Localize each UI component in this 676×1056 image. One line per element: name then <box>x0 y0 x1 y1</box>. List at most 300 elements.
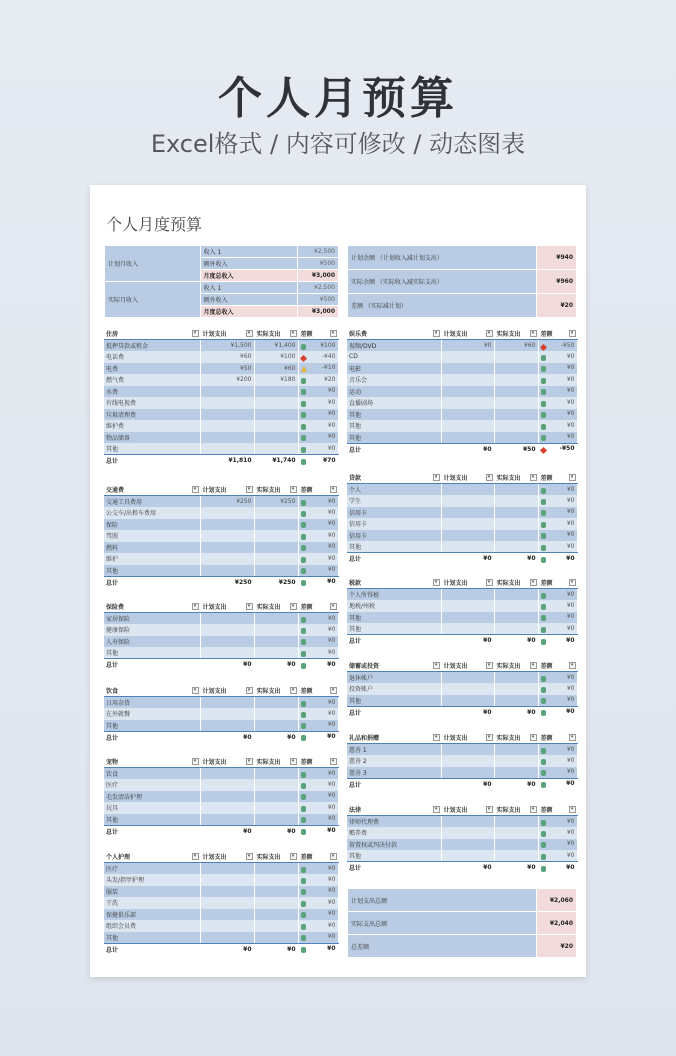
planned-cell[interactable] <box>441 397 494 409</box>
expense-item-label[interactable]: 信用卡 <box>347 518 441 530</box>
balance-label: 差额 （实际减计划） <box>348 294 537 318</box>
filter-dropdown-icon[interactable]: ▾ <box>433 579 440 586</box>
actual-cell[interactable] <box>494 695 538 707</box>
planned-cell[interactable] <box>200 920 254 932</box>
status-indicator-icon <box>541 831 546 837</box>
actual-cell[interactable] <box>494 351 538 363</box>
expense-item-label[interactable]: 慈善 1 <box>347 744 441 756</box>
status-indicator-icon <box>541 510 546 516</box>
planned-cell[interactable] <box>441 623 494 635</box>
diff-cell: ¥0 <box>298 647 338 659</box>
expense-item-label[interactable]: 学生 <box>347 495 441 507</box>
planned-cell[interactable] <box>200 802 254 814</box>
filter-dropdown-icon[interactable]: ▾ <box>569 579 576 586</box>
filter-dropdown-icon[interactable]: ▾ <box>433 806 440 813</box>
actual-cell[interactable] <box>254 863 298 875</box>
filter-dropdown-icon[interactable]: ▾ <box>246 758 253 765</box>
actual-cell[interactable] <box>494 744 538 756</box>
planned-cell[interactable] <box>441 530 494 542</box>
expense-item-label[interactable]: 驾照 <box>104 530 200 542</box>
planned-cell[interactable]: ¥0 <box>441 340 494 352</box>
planned-cell[interactable] <box>200 779 254 791</box>
expense-table <box>104 328 339 466</box>
actual-cell[interactable] <box>254 909 298 921</box>
filter-dropdown-icon[interactable]: ▾ <box>486 734 493 741</box>
expense-item-label[interactable]: 医疗 <box>104 779 200 791</box>
filter-dropdown-icon[interactable]: ▾ <box>192 687 199 694</box>
expense-item-label[interactable]: 其他 <box>347 623 441 635</box>
actual-cell[interactable] <box>494 612 538 624</box>
actual-cell[interactable]: ¥60 <box>254 363 298 375</box>
status-indicator-icon <box>541 627 546 633</box>
actual-cell[interactable] <box>254 647 298 659</box>
diff-cell: ¥0 <box>298 553 338 565</box>
planned-cell[interactable]: ¥60 <box>200 351 254 363</box>
planned-header: 计划支出 ▾ <box>441 472 494 484</box>
expense-item-label[interactable]: 直播剧场 <box>347 397 441 409</box>
table-row <box>347 420 577 432</box>
planned-cell[interactable] <box>200 443 254 455</box>
planned-cell[interactable] <box>441 600 494 612</box>
planned-cell[interactable] <box>200 624 254 636</box>
table-row <box>347 744 577 756</box>
planned-cell[interactable] <box>200 909 254 921</box>
diff-cell: ¥0 <box>538 839 577 851</box>
actual-cell[interactable] <box>494 623 538 635</box>
table-row <box>104 708 338 720</box>
expense-item-label[interactable]: 个人 <box>347 484 441 496</box>
total-row <box>104 943 338 955</box>
filter-dropdown-icon[interactable]: ▾ <box>330 486 337 493</box>
planned-cell[interactable] <box>441 432 494 444</box>
actual-cell[interactable] <box>254 814 298 826</box>
planned-cell[interactable] <box>441 683 494 695</box>
planned-cell[interactable] <box>200 507 254 519</box>
expense-item-label[interactable]: 慈善 3 <box>347 767 441 779</box>
actual-cell[interactable] <box>254 636 298 648</box>
actual-cell[interactable] <box>254 779 298 791</box>
expense-item-label[interactable]: 保险 <box>104 519 200 531</box>
filter-dropdown-icon[interactable]: ▾ <box>192 330 199 337</box>
actual-cell[interactable] <box>254 432 298 444</box>
total-row <box>104 455 338 467</box>
actual-cell[interactable] <box>494 420 538 432</box>
actual-cell[interactable] <box>254 519 298 531</box>
expense-item-label[interactable]: 其他 <box>104 565 200 577</box>
expense-item-label[interactable]: 家居保险 <box>104 613 200 625</box>
filter-dropdown-icon[interactable]: ▾ <box>569 806 576 813</box>
expense-item-label[interactable]: 日用杂货 <box>104 697 200 709</box>
expense-item-label[interactable]: 其他 <box>104 814 200 826</box>
filter-dropdown-icon[interactable]: ▾ <box>569 474 576 481</box>
planned-cell[interactable] <box>200 720 254 732</box>
filter-dropdown-icon[interactable]: ▾ <box>486 330 493 337</box>
planned-cell[interactable] <box>200 613 254 625</box>
actual-cell[interactable] <box>494 589 538 601</box>
planned-cell[interactable] <box>200 814 254 826</box>
actual-cell[interactable] <box>254 386 298 398</box>
actual-cell[interactable] <box>254 553 298 565</box>
balance-value: ¥940 <box>537 246 577 270</box>
filter-dropdown-icon[interactable]: ▾ <box>569 734 576 741</box>
table-row <box>347 600 577 612</box>
filter-dropdown-icon[interactable]: ▾ <box>192 853 199 860</box>
planned-cell[interactable] <box>441 589 494 601</box>
planned-cell[interactable] <box>441 420 494 432</box>
filter-dropdown-icon[interactable]: ▾ <box>486 662 493 669</box>
total-row <box>104 576 338 588</box>
filter-dropdown-icon[interactable]: ▾ <box>330 687 337 694</box>
filter-dropdown-icon[interactable]: ▾ <box>530 330 537 337</box>
actual-cell[interactable] <box>254 507 298 519</box>
diff-cell: ¥0 <box>538 363 577 375</box>
actual-cell[interactable] <box>494 850 538 862</box>
expense-item-label[interactable]: 电话费 <box>104 351 200 363</box>
balance-label: 实际余额 （实际收入减实际支出） <box>348 270 537 294</box>
expense-item-label[interactable]: 物品储备 <box>104 432 200 444</box>
actual-cell[interactable]: ¥60 <box>494 340 538 352</box>
actual-cell[interactable] <box>494 541 538 553</box>
actual-cell[interactable] <box>494 363 538 375</box>
expense-item-label[interactable]: 音乐会 <box>347 374 441 386</box>
status-indicator-icon <box>301 412 306 418</box>
expense-item-label[interactable]: 电费 <box>104 363 200 375</box>
planned-cell[interactable] <box>200 432 254 444</box>
expense-item-label[interactable]: 其他 <box>104 720 200 732</box>
expense-item-label[interactable]: 公交车/出租车费用 <box>104 507 200 519</box>
actual-cell[interactable] <box>494 767 538 779</box>
expense-item-label[interactable]: 其他 <box>104 932 200 944</box>
expense-item-label[interactable]: 慈善 2 <box>347 755 441 767</box>
planned-cell[interactable] <box>441 850 494 862</box>
expense-item-label[interactable]: 信用卡 <box>347 530 441 542</box>
expense-item-label[interactable]: 组织会员费 <box>104 920 200 932</box>
expense-item-label[interactable]: 留置权或判决付款 <box>347 839 441 851</box>
expense-item-label[interactable]: 视频/DVD <box>347 340 441 352</box>
actual-cell[interactable] <box>494 518 538 530</box>
filter-dropdown-icon[interactable]: ▾ <box>246 486 253 493</box>
expense-item-label[interactable]: 有线电视费 <box>104 397 200 409</box>
planned-cell[interactable] <box>200 697 254 709</box>
planned-cell[interactable]: ¥200 <box>200 374 254 386</box>
total-row <box>347 553 577 565</box>
planned-cell[interactable] <box>441 839 494 851</box>
diff-cell: ¥0 <box>298 697 338 709</box>
planned-cell[interactable] <box>200 397 254 409</box>
diff-cell: ¥0 <box>298 443 338 455</box>
diff-cell: ¥0 <box>538 495 577 507</box>
planned-cell[interactable]: ¥1,500 <box>200 340 254 352</box>
filter-dropdown-icon[interactable]: ▾ <box>433 734 440 741</box>
filter-dropdown-icon[interactable]: ▾ <box>486 474 493 481</box>
expense-item-label[interactable]: 信用卡 <box>347 507 441 519</box>
category-header: 储蓄或投资 ▾ <box>347 660 441 672</box>
status-indicator-icon <box>301 617 306 623</box>
filter-dropdown-icon[interactable]: ▾ <box>433 474 440 481</box>
diff-cell: ¥0 <box>298 874 338 886</box>
actual-cell[interactable] <box>494 409 538 421</box>
expense-item-label[interactable]: 其他 <box>347 432 441 444</box>
actual-cell[interactable]: ¥100 <box>254 351 298 363</box>
expense-item-label[interactable]: 玩具 <box>104 802 200 814</box>
planned-cell[interactable] <box>200 647 254 659</box>
expense-item-label[interactable]: 地税/州税 <box>347 600 441 612</box>
expense-item-label[interactable]: 其他 <box>347 695 441 707</box>
actual-cell[interactable] <box>494 683 538 695</box>
planned-cell[interactable] <box>200 791 254 803</box>
filter-dropdown-icon[interactable]: ▾ <box>530 579 537 586</box>
income-row-value[interactable]: ¥500 <box>298 258 339 270</box>
filter-dropdown-icon[interactable]: ▾ <box>486 579 493 586</box>
filter-dropdown-icon[interactable]: ▾ <box>246 853 253 860</box>
income-row-label: 收入 1 <box>200 282 298 294</box>
expense-item-label[interactable]: 其他 <box>347 409 441 421</box>
planned-cell[interactable] <box>200 932 254 944</box>
expense-item-label[interactable]: 在外就餐 <box>104 708 200 720</box>
total-diff: ¥0 <box>298 943 338 955</box>
table-row <box>347 755 577 767</box>
total-actual: ¥0 <box>254 943 298 955</box>
filter-dropdown-icon[interactable]: ▾ <box>530 806 537 813</box>
actual-header: 实际支出 ▾ <box>494 577 538 589</box>
expense-item-label[interactable]: 健康保险 <box>104 624 200 636</box>
actual-cell[interactable] <box>494 530 538 542</box>
planned-cell[interactable]: ¥250 <box>200 496 254 508</box>
expense-item-label[interactable]: 干洗 <box>104 897 200 909</box>
filter-dropdown-icon[interactable]: ▾ <box>530 662 537 669</box>
planned-cell[interactable] <box>200 409 254 421</box>
actual-cell[interactable] <box>254 932 298 944</box>
planned-cell[interactable] <box>441 484 494 496</box>
expense-item-label[interactable]: 维护 <box>104 553 200 565</box>
expense-item-label[interactable]: 其他 <box>104 647 200 659</box>
filter-dropdown-icon[interactable]: ▾ <box>192 603 199 610</box>
expense-item-label[interactable]: 保健俱乐部 <box>104 909 200 921</box>
diff-cell: ¥0 <box>538 432 577 444</box>
actual-cell[interactable] <box>254 897 298 909</box>
actual-cell[interactable] <box>494 672 538 684</box>
actual-cell[interactable]: ¥250 <box>254 496 298 508</box>
filter-dropdown-icon[interactable]: ▾ <box>290 486 297 493</box>
expense-item-label[interactable]: 交通工具费用 <box>104 496 200 508</box>
actual-cell[interactable]: ¥180 <box>254 374 298 386</box>
expense-item-label[interactable]: 人寿保险 <box>104 636 200 648</box>
planned-cell[interactable] <box>200 386 254 398</box>
diff-cell: ¥0 <box>298 519 338 531</box>
status-indicator-icon <box>301 459 306 465</box>
actual-header: 实际支出 ▾ <box>254 484 298 496</box>
expense-item-label[interactable]: 个人所得税 <box>347 589 441 601</box>
planned-cell[interactable] <box>441 755 494 767</box>
expense-item-label[interactable]: 赡养费 <box>347 827 441 839</box>
expense-item-label[interactable]: 维护费 <box>104 420 200 432</box>
actual-cell[interactable] <box>494 839 538 851</box>
filter-dropdown-icon[interactable]: ▾ <box>290 687 297 694</box>
status-indicator-icon <box>301 723 306 729</box>
filter-dropdown-icon[interactable]: ▾ <box>246 330 253 337</box>
planned-cell[interactable] <box>200 636 254 648</box>
planned-cell[interactable] <box>200 420 254 432</box>
actual-cell[interactable] <box>254 530 298 542</box>
filter-dropdown-icon[interactable]: ▾ <box>530 734 537 741</box>
expense-item-label[interactable]: 运动 <box>347 386 441 398</box>
category-header: 娱乐费 ▾ <box>347 328 441 340</box>
actual-cell[interactable] <box>494 397 538 409</box>
table-row <box>104 420 338 432</box>
filter-dropdown-icon[interactable]: ▾ <box>330 330 337 337</box>
actual-cell[interactable] <box>494 507 538 519</box>
actual-cell[interactable] <box>254 768 298 780</box>
actual-cell[interactable] <box>254 874 298 886</box>
actual-cell[interactable] <box>494 495 538 507</box>
filter-dropdown-icon[interactable]: ▾ <box>290 603 297 610</box>
expense-item-label[interactable]: 燃料 <box>104 542 200 554</box>
actual-cell[interactable] <box>494 755 538 767</box>
planned-cell[interactable] <box>441 816 494 828</box>
actual-cell[interactable] <box>494 432 538 444</box>
filter-dropdown-icon[interactable]: ▾ <box>433 330 440 337</box>
filter-dropdown-icon[interactable]: ▾ <box>569 662 576 669</box>
planned-cell[interactable] <box>441 744 494 756</box>
actual-cell[interactable] <box>254 920 298 932</box>
expense-item-label[interactable]: 投资帐户 <box>347 683 441 695</box>
actual-cell[interactable] <box>254 542 298 554</box>
planned-cell[interactable] <box>200 863 254 875</box>
actual-cell[interactable] <box>254 613 298 625</box>
expense-item-label[interactable]: 其他 <box>347 420 441 432</box>
planned-cell[interactable] <box>441 409 494 421</box>
expense-table <box>104 851 339 955</box>
planned-cell[interactable] <box>200 565 254 577</box>
expense-item-label[interactable]: 其他 <box>347 612 441 624</box>
actual-cell[interactable] <box>254 397 298 409</box>
actual-cell[interactable] <box>494 374 538 386</box>
filter-dropdown-icon[interactable]: ▾ <box>246 603 253 610</box>
hero-subtitle: Excel格式 / 内容可修改 / 动态图表 <box>150 130 526 158</box>
diff-cell: ¥0 <box>538 816 577 828</box>
planned-header: 计划支出 ▾ <box>441 577 494 589</box>
filter-dropdown-icon[interactable]: ▾ <box>569 330 576 337</box>
status-indicator-icon <box>541 401 546 407</box>
expense-item-label[interactable]: 头发/指甲护理 <box>104 874 200 886</box>
actual-cell[interactable] <box>254 886 298 898</box>
table-row <box>347 363 577 375</box>
planned-cell[interactable] <box>441 672 494 684</box>
planned-cell[interactable]: ¥50 <box>200 363 254 375</box>
planned-cell[interactable] <box>441 541 494 553</box>
status-indicator-icon <box>301 378 306 384</box>
actual-cell[interactable] <box>494 484 538 496</box>
planned-cell[interactable] <box>441 518 494 530</box>
expense-item-label[interactable]: 医疗 <box>104 863 200 875</box>
expense-item-label[interactable]: 其他 <box>347 541 441 553</box>
planned-cell[interactable] <box>200 708 254 720</box>
expense-item-label[interactable]: 毛发清洁护理 <box>104 791 200 803</box>
filter-dropdown-icon[interactable]: ▾ <box>192 486 199 493</box>
planned-cell[interactable] <box>200 553 254 565</box>
expense-item-label[interactable]: 电影 <box>347 363 441 375</box>
filter-dropdown-icon[interactable]: ▾ <box>246 687 253 694</box>
actual-cell[interactable] <box>254 443 298 455</box>
planned-cell[interactable] <box>200 886 254 898</box>
expense-item-label[interactable]: 水费 <box>104 386 200 398</box>
filter-dropdown-icon[interactable]: ▾ <box>530 474 537 481</box>
planned-cell[interactable] <box>441 351 494 363</box>
table-row <box>347 672 577 684</box>
expense-item-label[interactable]: 其他 <box>347 850 441 862</box>
actual-cell[interactable] <box>494 600 538 612</box>
actual-cell[interactable] <box>254 791 298 803</box>
filter-dropdown-icon[interactable]: ▾ <box>290 758 297 765</box>
table-row <box>347 541 577 553</box>
planned-cell[interactable] <box>200 519 254 531</box>
diff-cell: ¥0 <box>298 409 338 421</box>
planned-cell[interactable] <box>200 897 254 909</box>
income-row-value[interactable]: ¥500 <box>298 294 339 306</box>
filter-dropdown-icon[interactable]: ▾ <box>330 758 337 765</box>
expense-item-label[interactable]: 律师代理费 <box>347 816 441 828</box>
planned-cell[interactable] <box>200 530 254 542</box>
expense-item-label[interactable]: 退休帐户 <box>347 672 441 684</box>
planned-cell[interactable] <box>441 495 494 507</box>
actual-cell[interactable] <box>254 420 298 432</box>
filter-dropdown-icon[interactable]: ▾ <box>330 603 337 610</box>
planned-cell[interactable] <box>200 542 254 554</box>
filter-dropdown-icon[interactable]: ▾ <box>290 330 297 337</box>
expense-item-label[interactable]: 服装 <box>104 886 200 898</box>
planned-cell[interactable] <box>441 827 494 839</box>
expense-item-label[interactable]: 燃气费 <box>104 374 200 386</box>
planned-cell[interactable] <box>441 386 494 398</box>
planned-cell[interactable] <box>441 767 494 779</box>
diff-cell: ¥0 <box>538 767 577 779</box>
planned-cell[interactable] <box>200 768 254 780</box>
actual-cell[interactable] <box>254 565 298 577</box>
filter-dropdown-icon[interactable]: ▾ <box>486 806 493 813</box>
expense-item-label[interactable]: CD <box>347 351 441 363</box>
planned-cell[interactable] <box>441 612 494 624</box>
planned-cell[interactable] <box>200 874 254 886</box>
expense-table <box>347 804 578 873</box>
expense-item-label[interactable]: 饮食 <box>104 768 200 780</box>
diff-cell: ¥0 <box>538 374 577 386</box>
expense-item-label[interactable]: 抵押贷款或租金 <box>104 340 200 352</box>
actual-cell[interactable] <box>254 708 298 720</box>
planned-cell[interactable] <box>441 695 494 707</box>
actual-cell[interactable] <box>254 720 298 732</box>
actual-cell[interactable] <box>494 816 538 828</box>
actual-cell[interactable] <box>254 802 298 814</box>
category-header: 宠物 ▾ <box>104 756 200 768</box>
actual-cell[interactable]: ¥1,400 <box>254 340 298 352</box>
filter-dropdown-icon[interactable]: ▾ <box>290 853 297 860</box>
filter-dropdown-icon[interactable]: ▾ <box>330 853 337 860</box>
actual-cell[interactable] <box>494 386 538 398</box>
planned-cell[interactable] <box>441 363 494 375</box>
filter-dropdown-icon[interactable]: ▾ <box>192 758 199 765</box>
actual-cell[interactable] <box>254 697 298 709</box>
actual-cell[interactable] <box>254 409 298 421</box>
filter-dropdown-icon[interactable]: ▾ <box>433 662 440 669</box>
actual-cell[interactable] <box>254 624 298 636</box>
planned-cell[interactable] <box>441 507 494 519</box>
income-row-value[interactable]: ¥2,500 <box>298 282 339 294</box>
expense-item-label[interactable]: 垃圾清理费 <box>104 409 200 421</box>
income-row-value[interactable]: ¥2,500 <box>298 246 339 258</box>
planned-cell[interactable] <box>441 374 494 386</box>
actual-cell[interactable] <box>494 827 538 839</box>
expense-item-label[interactable]: 其他 <box>104 443 200 455</box>
